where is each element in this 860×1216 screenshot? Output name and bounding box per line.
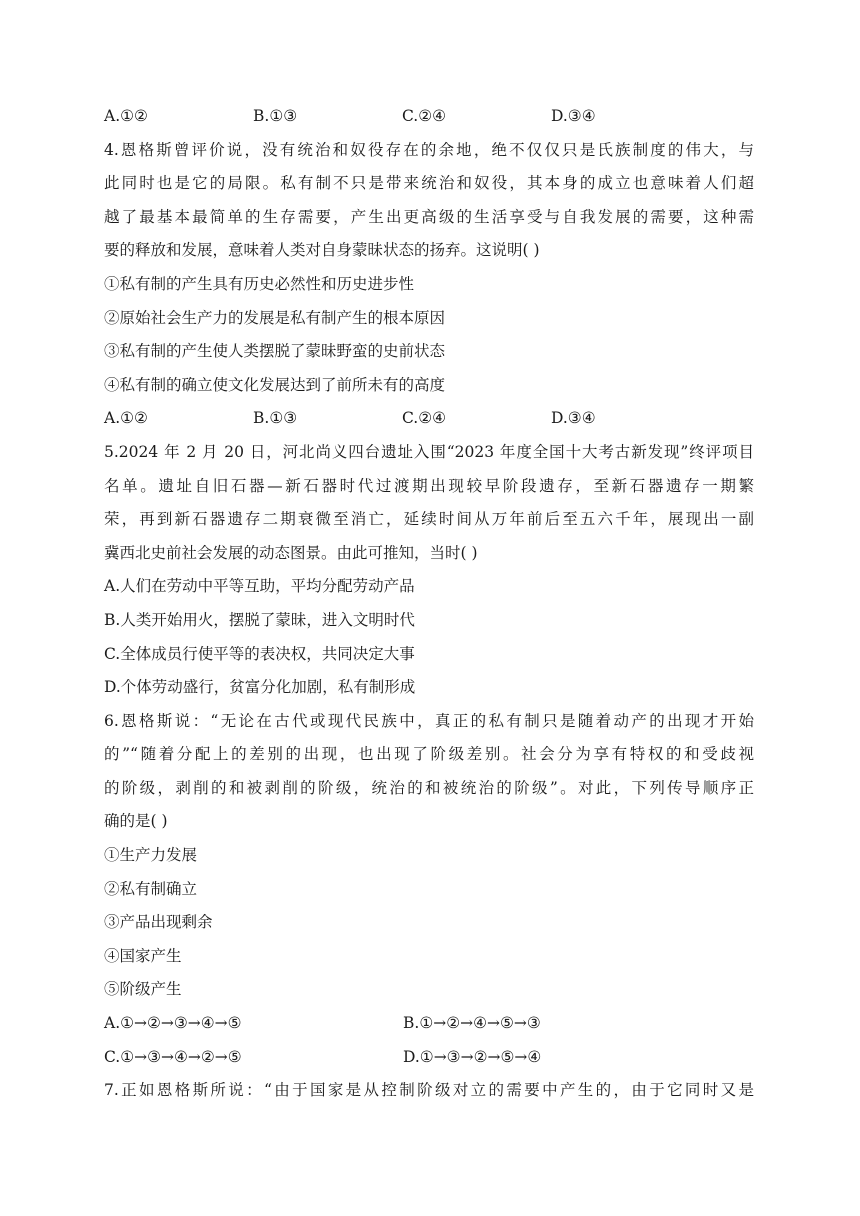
- q5-stem-line: 荣，再到新石器遗存二期衰微至消亡，延续时间从万年前后至五六千年，展现出一副: [104, 510, 754, 529]
- question-7: [104, 1074, 754, 1108]
- question-4: [104, 134, 754, 436]
- q4-option-a[interactable]: A.①②: [104, 409, 148, 428]
- q5-option-d[interactable]: D.个体劳动盛行，贫富分化加剧，私有制形成: [104, 678, 416, 697]
- q4-statement-4: ④私有制的确立使文化发展达到了前所未有的高度: [104, 375, 446, 394]
- q6-option-d[interactable]: D.①→③→②→⑤→④: [403, 1047, 542, 1066]
- q5-option-b[interactable]: B.人类开始用火，摆脱了蒙昧，进入文明时代: [104, 610, 415, 629]
- q3-option-b[interactable]: B.①③: [253, 107, 298, 125]
- q3-options: [104, 100, 754, 134]
- q4-statement-3: ③私有制的产生使人类摆脱了蒙昧野蛮的史前状态: [104, 342, 446, 361]
- q6-options-row-2: [104, 1041, 754, 1075]
- q4-statement-2: ②原始社会生产力的发展是私有制产生的根本原因: [104, 308, 446, 327]
- q5-stem-line: 5.2024 年 2 月 20 日，河北尚义四台遗址入围“2023 年度全国十大考古新发现”终评项目: [104, 442, 754, 461]
- q4-option-b[interactable]: B.①③: [253, 409, 298, 428]
- question-5: [104, 436, 754, 705]
- q5-stem-line: 名单。遗址自旧石器—新石器时代过渡期出现较早阶段遗存，至新石器遗存一期繁: [104, 476, 754, 495]
- q6-stem-line: 的”“随着分配上的差别的出现，也出现了阶级差别。社会分为享有特权的和受歧视: [104, 745, 754, 764]
- q6-option-a[interactable]: A.①→②→③→④→⑤: [104, 1014, 242, 1033]
- document-page: [104, 100, 754, 1108]
- q5-stem-line: 冀西北史前社会发展的动态图景。由此可推知，当时( ): [104, 543, 478, 562]
- q6-statement-5: ⑤阶级产生: [104, 980, 182, 999]
- q5-option-a[interactable]: A.人们在劳动中平等互助，平均分配劳动产品: [104, 577, 415, 596]
- q4-stem-line: 4.恩格斯曾评价说，没有统治和奴役存在的余地，绝不仅仅只是氏族制度的伟大，与: [104, 140, 754, 159]
- q6-options-row-1: [104, 1007, 754, 1041]
- q3-option-a[interactable]: A.①②: [104, 107, 148, 125]
- q5-option-c[interactable]: C.全体成员行使平等的表决权，共同决定大事: [104, 644, 415, 663]
- q4-options: [104, 402, 754, 436]
- q4-stem-line: 要的释放和发展，意味着人类对自身蒙昧状态的扬弃。这说明( ): [104, 241, 540, 260]
- q4-stem-line: 此同时也是它的局限。私有制不只是带来统治和奴役，其本身的成立也意味着人们超: [104, 174, 754, 193]
- q3-option-d[interactable]: D.③④: [551, 107, 596, 125]
- q4-statement-1: ①私有制的产生具有历史必然性和历史进步性: [104, 274, 415, 293]
- question-6: [104, 705, 754, 1075]
- q4-stem-line: 越了最基本最简单的生存需要，产生出更高级的生活享受与自我发展的需要，这种需: [104, 207, 754, 226]
- q6-statement-2: ②私有制确立: [104, 879, 198, 898]
- q6-stem-line: 确的是( ): [104, 812, 168, 831]
- q6-stem-line: 6.恩格斯说：“无论在古代或现代民族中，真正的私有制只是随着动产的出现才开始: [104, 711, 754, 730]
- q6-statement-4: ④国家产生: [104, 946, 182, 965]
- q4-option-d[interactable]: D.③④: [551, 409, 596, 428]
- q4-option-c[interactable]: C.②④: [402, 409, 447, 428]
- q6-statement-1: ①生产力发展: [104, 846, 198, 865]
- q6-statement-3: ③产品出现剩余: [104, 913, 213, 932]
- q6-option-b[interactable]: B.①→②→④→⑤→③: [403, 1014, 541, 1033]
- q7-stem-line: 7.正如恩格斯所说：“由于国家是从控制阶级对立的需要中产生的，由于它同时又是: [104, 1081, 754, 1100]
- q6-stem-line: 的阶级，剥削的和被剥削的阶级，统治的和被统治的阶级”。对此，下列传导顺序正: [104, 778, 754, 797]
- q6-option-c[interactable]: C.①→③→④→②→⑤: [104, 1047, 242, 1066]
- q3-option-c[interactable]: C.②④: [402, 107, 447, 125]
